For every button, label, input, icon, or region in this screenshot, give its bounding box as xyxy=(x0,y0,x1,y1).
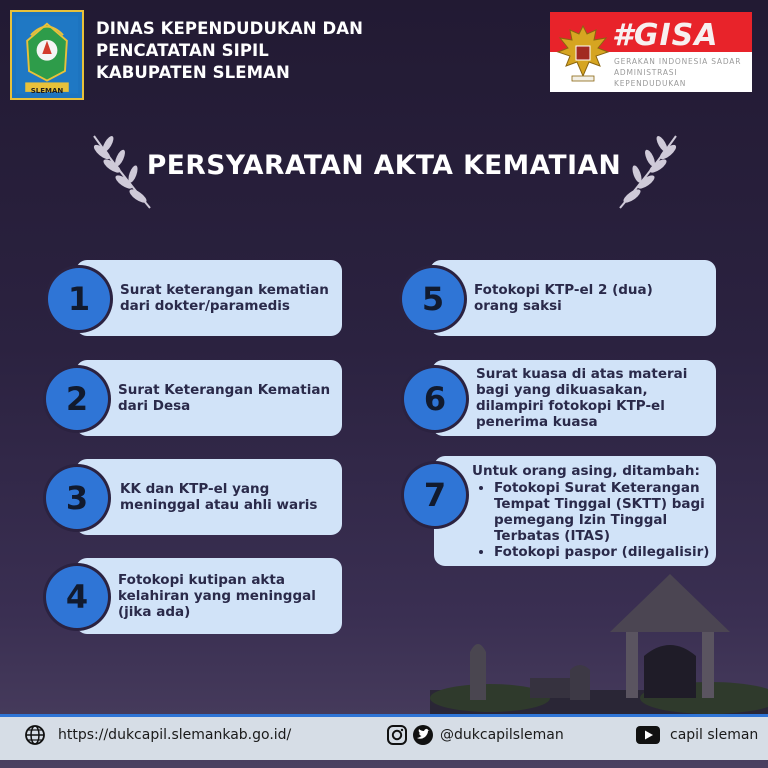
requirement-card-3 xyxy=(76,459,342,535)
requirement-card-6 xyxy=(432,360,716,436)
globe-icon xyxy=(24,724,46,746)
requirement-text: Fotokopi kutipan akta kelahiran yang meninggal (jika ada) xyxy=(118,572,316,620)
step-badge-5: 5 xyxy=(402,268,464,330)
seal-label: SLEMAN xyxy=(30,87,64,95)
agency-line-3: KABUPATEN SLEMAN xyxy=(96,63,290,82)
step-badge-7: 7 xyxy=(404,464,466,526)
page-title: PERSYARATAN AKTA KEMATIAN xyxy=(146,150,622,181)
social-handle-link[interactable]: @dukcapilsleman xyxy=(440,727,564,743)
requirement-card-1 xyxy=(76,260,342,336)
twitter-icon[interactable] xyxy=(412,724,434,746)
sleman-seal-logo xyxy=(10,10,84,100)
gisa-subtitle-line-2: ADMINISTRASI KEPENDUDUKAN xyxy=(614,68,687,88)
gisa-logo xyxy=(550,12,752,92)
requirement-text: Surat keterangan kematian dari dokter/paramedis xyxy=(120,282,329,314)
requirement-card-4 xyxy=(76,558,342,634)
website-link[interactable]: https://dukcapil.slemankab.go.id/ xyxy=(58,727,292,743)
requirement-card-7 xyxy=(434,456,716,566)
gisa-subtitle-line-1: GERAKAN INDONESIA SADAR xyxy=(614,57,742,66)
step-badge-4: 4 xyxy=(46,566,108,628)
bullet-item: • Fotokopi paspor (dilegalisir) xyxy=(494,544,710,560)
requirement-card-2 xyxy=(76,360,342,436)
requirement-text: KK dan KTP-el yang meninggal atau ahli waris xyxy=(120,481,318,513)
agency-line-2: PENCATATAN SIPIL xyxy=(96,41,269,60)
gisa-title: #GISA xyxy=(612,18,719,53)
agency-line-1: DINAS KEPENDUDUKAN DAN xyxy=(96,19,364,38)
gisa-subtitle xyxy=(614,56,752,89)
requirement-text: Fotokopi KTP-el 2 (dua) orang saksi xyxy=(474,282,653,314)
bullet-item: • Fotokopi Surat Keterangan Tempat Tinggal (SKTT) bagi pemegang Izin Tinggal Terbatas (ITAS) xyxy=(494,480,710,544)
step-badge-2: 2 xyxy=(46,368,108,430)
agency-name xyxy=(96,18,363,84)
graveyard-illustration xyxy=(430,560,768,716)
requirement-text: Surat Keterangan Kematian dari Desa xyxy=(118,382,331,414)
youtube-channel-link[interactable]: capil sleman xyxy=(670,727,759,743)
instagram-icon[interactable] xyxy=(386,724,408,746)
step-badge-3: 3 xyxy=(46,467,108,529)
requirement-card-5 xyxy=(430,260,716,336)
requirement-text: Untuk orang asing, ditambah: xyxy=(472,462,700,479)
step-badge-6: 6 xyxy=(404,368,466,430)
step-badge-1: 1 xyxy=(48,268,110,330)
youtube-icon[interactable] xyxy=(636,726,660,744)
garuda-emblem-icon xyxy=(556,20,610,84)
requirement-bullets xyxy=(472,480,710,560)
requirement-text: Surat kuasa di atas materai bagi yang dikuasakan, dilampiri fotokopi KTP-el penerima kuasa xyxy=(476,366,688,430)
